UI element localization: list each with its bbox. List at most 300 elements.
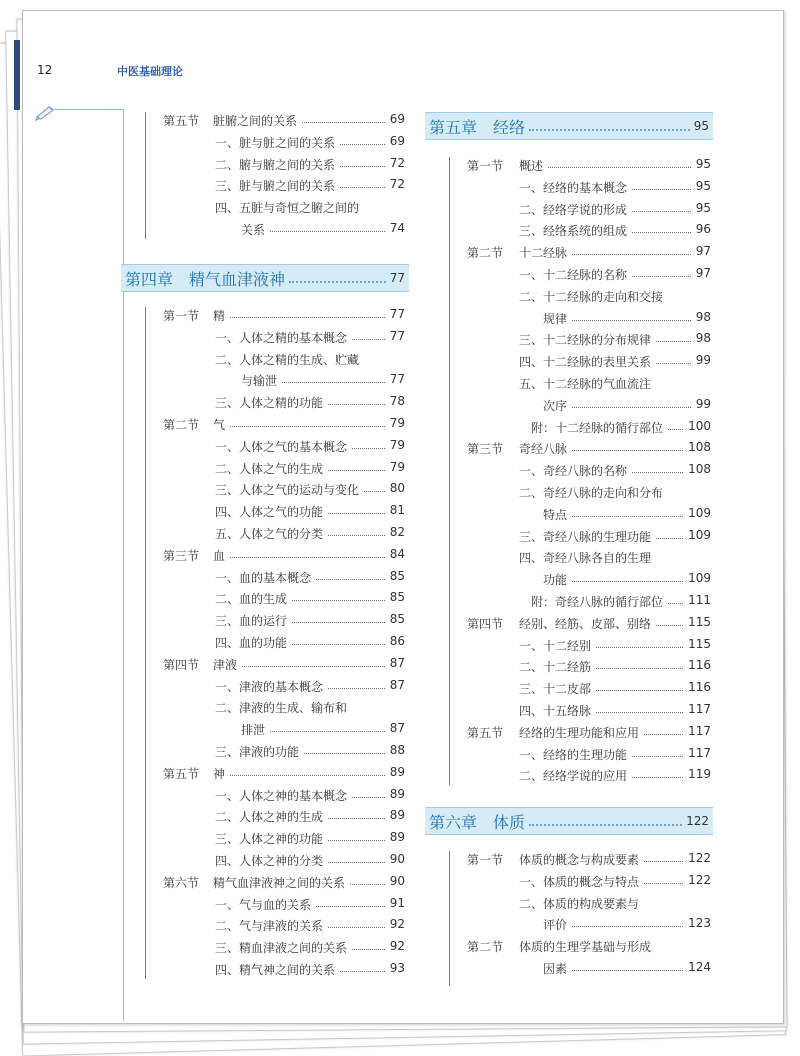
dot-leader <box>656 331 691 342</box>
dot-leader <box>328 525 385 536</box>
entry-page-number: 97 <box>695 244 711 259</box>
entry-title: 三、人体之神的功能 <box>215 832 324 847</box>
entry-page-number: 123 <box>688 916 711 931</box>
dot-leader <box>328 394 385 405</box>
entry-title: 关系 <box>241 223 266 237</box>
entry-line <box>215 134 405 151</box>
entry-line <box>519 201 711 218</box>
entry-title: 精气血津液神之间的关系 <box>213 875 346 890</box>
entry-page-number: 109 <box>688 527 711 542</box>
toc-subentry <box>163 699 405 719</box>
dot-leader <box>572 506 683 517</box>
entry-line <box>213 307 405 324</box>
entry-title: 血 <box>213 548 226 563</box>
dot-leader <box>340 156 385 167</box>
dot-leader <box>632 179 691 190</box>
dot-leader <box>656 528 683 539</box>
toc-subentry <box>163 351 405 371</box>
dot-leader <box>340 134 385 145</box>
dot-leader <box>302 112 385 123</box>
dot-leader <box>328 503 385 514</box>
entry-line <box>215 481 405 498</box>
dot-leader <box>270 221 385 232</box>
entry-title: 经别、经筋、皮部、别络 <box>519 616 652 631</box>
entry-title: 二、人体之精的生成、贮藏 <box>215 352 360 367</box>
toc-subentry <box>467 462 711 482</box>
entry-page-number: 122 <box>688 872 711 887</box>
toc-subentry <box>467 637 711 657</box>
entry-title: 一、津液的基本概念 <box>215 679 324 694</box>
dot-leader <box>656 615 683 626</box>
entry-page-number: 87 <box>389 721 405 736</box>
entry-title: 十二经脉 <box>519 246 568 261</box>
entry-title: 三、奇经八脉的生理功能 <box>519 529 652 544</box>
entry-title: 二、人体之气的生成 <box>215 461 324 476</box>
entry-page-number: 89 <box>389 808 405 823</box>
chapter-title: 第四章 精气血津液神 <box>125 269 286 289</box>
toc-subentry <box>467 658 711 678</box>
entry-page-number: 88 <box>389 743 405 757</box>
toc-subentry <box>467 767 711 787</box>
entry-page-number: 87 <box>389 677 405 692</box>
entry-title: 四、血的功能 <box>215 636 288 650</box>
pen-icon <box>35 103 59 121</box>
dot-leader <box>632 201 691 212</box>
dot-leader <box>572 244 691 255</box>
dot-leader <box>572 960 683 971</box>
entry-line <box>215 939 405 956</box>
dot-leader <box>304 743 385 754</box>
entry-title: 附：奇经八脉的循行部位 <box>531 595 664 609</box>
toc-subentry <box>163 221 405 241</box>
entry-page-number: 99 <box>695 353 711 368</box>
dot-leader <box>292 634 385 645</box>
section-number: 第三节 <box>467 442 504 457</box>
toc-subentry <box>467 266 711 286</box>
dot-leader <box>282 372 385 383</box>
entry-page-number: 98 <box>695 331 711 346</box>
entry-page-number: 78 <box>389 394 405 409</box>
toc-subentry <box>467 895 711 915</box>
entry-line <box>215 156 405 173</box>
entry-line <box>241 372 405 389</box>
dot-leader <box>328 678 385 689</box>
entry-title: 二、经络学说的形成 <box>519 202 628 217</box>
toc-page <box>22 10 784 1024</box>
toc-subentry <box>467 331 711 351</box>
entry-title: 神 <box>213 766 226 781</box>
entry-title: 特点 <box>543 507 568 522</box>
entry-line <box>519 938 711 955</box>
dot-leader <box>340 961 385 972</box>
toc-subentry <box>163 808 405 828</box>
entry-line <box>215 177 405 194</box>
entry-title: 脏腑之间的关系 <box>213 114 298 128</box>
entry-line <box>519 680 711 697</box>
entry-page-number: 115 <box>688 614 711 629</box>
entry-line <box>519 637 711 654</box>
entry-page-number: 69 <box>389 112 405 126</box>
section-bracket-line <box>145 307 146 979</box>
toc-subentry <box>163 721 405 741</box>
entry-page-number: 100 <box>688 418 711 433</box>
toc-subentry <box>467 746 711 766</box>
entry-page-number: 77 <box>389 307 405 321</box>
dot-leader <box>230 547 385 558</box>
entry-line <box>215 394 405 411</box>
entry-line <box>215 787 405 804</box>
chapter-title: 第六章 体质 <box>429 812 526 832</box>
chapter-heading <box>121 264 409 292</box>
entry-title: 一、气与血的关系 <box>215 897 312 912</box>
toc-subentry <box>163 961 405 981</box>
dot-leader <box>352 329 385 340</box>
entry-line <box>519 851 711 868</box>
entry-line <box>543 960 711 977</box>
toc-subentry <box>467 397 711 417</box>
entry-title: 附：十二经脉的循行部位 <box>531 420 664 435</box>
entry-title: 功能 <box>543 573 568 588</box>
toc-section-entry <box>163 416 405 436</box>
chapter-heading <box>425 807 713 835</box>
toc-subentry <box>467 288 711 308</box>
entry-line <box>213 416 405 433</box>
entry-page-number: 85 <box>389 612 405 627</box>
entry-page-number: 109 <box>688 571 711 586</box>
entry-title: 一、十二经别 <box>519 638 592 653</box>
entry-line <box>531 593 711 610</box>
entry-title: 二、血的生成 <box>215 592 288 607</box>
entry-title: 四、精气神之间的关系 <box>215 963 336 977</box>
entry-title: 一、人体之精的基本概念 <box>215 330 348 345</box>
entry-page-number: 82 <box>389 525 405 539</box>
entry-line <box>215 808 405 825</box>
toc-section-entry <box>467 724 711 744</box>
toc-subentry <box>163 177 405 197</box>
entry-page-number: 84 <box>389 546 405 561</box>
entry-title: 体质的概念与构成要素 <box>519 853 640 867</box>
toc-subentry <box>467 873 711 893</box>
dot-leader <box>292 612 385 623</box>
toc-section-entry <box>163 656 405 676</box>
toc-subentry <box>163 896 405 916</box>
entry-page-number: 87 <box>389 655 405 670</box>
toc-subentry <box>163 787 405 807</box>
entry-title: 三、精血津液之间的关系 <box>215 941 348 956</box>
toc-subentry <box>163 917 405 937</box>
entry-line <box>543 506 711 523</box>
entry-line <box>519 244 711 261</box>
toc-subentry <box>467 680 711 700</box>
toc-section-entry <box>467 244 711 264</box>
entry-page-number: 117 <box>688 702 711 716</box>
entry-title: 规律 <box>543 311 568 326</box>
running-header-title: 中医基础理论 <box>117 65 183 78</box>
toc-section-entry <box>163 307 405 327</box>
toc-section-entry <box>163 547 405 567</box>
toc-subentry <box>163 503 405 523</box>
entry-title: 次序 <box>543 398 568 413</box>
entry-page-number: 95 <box>695 178 711 193</box>
entry-line <box>215 830 405 847</box>
entry-page-number: 74 <box>389 221 405 235</box>
section-number: 第二节 <box>467 246 504 261</box>
entry-page-number: 95 <box>695 200 711 215</box>
entry-page-number: 89 <box>389 764 405 779</box>
entry-page-number: 90 <box>389 852 405 866</box>
entry-title: 一、脏与脏之间的关系 <box>215 135 336 150</box>
entry-title: 一、人体之气的基本概念 <box>215 439 348 454</box>
entry-title: 三、人体之精的功能 <box>215 396 324 411</box>
dot-leader <box>632 266 691 277</box>
toc-subentry <box>163 590 405 610</box>
toc-subentry <box>467 528 711 548</box>
toc-subentry <box>467 419 711 439</box>
toc-subentry <box>467 960 711 980</box>
entry-page-number: 124 <box>688 960 711 974</box>
entry-title: 精 <box>213 309 226 323</box>
toc-subentry <box>467 702 711 722</box>
entry-title: 三、十二经脉的分布规律 <box>519 333 652 348</box>
toc-subentry <box>163 438 405 458</box>
toc-subentry <box>163 612 405 632</box>
toc-subentry <box>163 460 405 480</box>
entry-line <box>213 874 405 891</box>
entry-title: 三、人体之气的运动与变化 <box>215 483 360 498</box>
entry-line <box>519 702 711 719</box>
entry-line <box>531 419 711 436</box>
dot-leader <box>632 462 683 473</box>
toc-subentry <box>163 134 405 154</box>
entry-page-number: 89 <box>389 830 405 845</box>
toc-subentry <box>163 634 405 654</box>
entry-page-number: 111 <box>688 593 711 607</box>
chapter-page-number: 95 <box>693 119 709 133</box>
entry-page-number: 95 <box>695 157 711 171</box>
entry-line <box>519 222 711 239</box>
entry-line <box>519 724 711 741</box>
toc-subentry <box>467 916 711 936</box>
entry-line <box>543 571 711 588</box>
section-number: 第四节 <box>467 616 504 631</box>
entry-title: 四、人体之神的分类 <box>215 854 324 868</box>
toc-subentry <box>467 571 711 591</box>
dot-leader <box>644 851 683 862</box>
entry-page-number: 93 <box>389 961 405 975</box>
entry-line <box>519 375 711 392</box>
dot-leader <box>572 571 683 582</box>
chapter-title: 第五章 经络 <box>429 117 526 137</box>
toc-subentry <box>163 156 405 176</box>
entry-page-number: 91 <box>389 895 405 910</box>
entry-page-number: 72 <box>389 155 405 170</box>
entry-title: 二、十二经脉的走向和交接 <box>519 289 664 304</box>
toc-subentry <box>467 201 711 221</box>
section-bracket-line <box>145 112 146 239</box>
toc-subentry <box>163 569 405 589</box>
entry-title: 津液 <box>213 657 238 672</box>
entry-line <box>519 440 711 457</box>
dot-leader <box>529 129 690 131</box>
entry-line <box>519 484 711 501</box>
entry-page-number: 92 <box>389 939 405 954</box>
entry-line <box>519 179 711 196</box>
dot-leader <box>350 874 385 885</box>
dot-leader <box>328 852 385 863</box>
entry-page-number: 119 <box>688 767 711 782</box>
entry-line <box>215 743 405 760</box>
entry-page-number: 77 <box>389 328 405 343</box>
entry-page-number: 117 <box>688 723 711 738</box>
section-number: 第六节 <box>163 875 200 890</box>
entry-page-number: 98 <box>695 309 711 324</box>
entry-title: 概述 <box>519 159 544 173</box>
dot-leader <box>529 824 682 826</box>
toc-subentry <box>467 375 711 395</box>
entry-line <box>215 852 405 869</box>
toc-section-entry <box>467 157 711 177</box>
entry-line <box>519 746 711 763</box>
entry-title: 二、人体之神的生成 <box>215 810 324 825</box>
dot-leader <box>644 724 683 735</box>
toc-subentry <box>467 593 711 613</box>
page-edge-color-mark <box>14 40 20 110</box>
entry-title: 二、腑与腑之间的关系 <box>215 157 336 172</box>
entry-title: 一、十二经脉的名称 <box>519 268 628 282</box>
section-number: 第二节 <box>163 418 200 432</box>
entry-title: 三、脏与腑之间的关系 <box>215 179 336 194</box>
entry-page-number: 122 <box>688 851 711 865</box>
entry-title: 一、经络的基本概念 <box>519 180 628 195</box>
toc-subentry <box>467 484 711 504</box>
entry-line <box>241 721 405 738</box>
entry-line <box>215 329 405 346</box>
entry-title: 一、体质的概念与特点 <box>519 874 640 889</box>
entry-title: 四、人体之气的功能 <box>215 505 324 520</box>
dot-leader <box>572 310 691 321</box>
entry-line <box>543 916 711 933</box>
entry-line <box>215 199 405 216</box>
toc-section-entry <box>467 440 711 460</box>
dot-leader <box>596 637 683 648</box>
toc-subentry <box>163 852 405 872</box>
page-number: 12 <box>37 63 53 77</box>
dot-leader <box>328 808 385 819</box>
dot-leader <box>328 460 385 471</box>
entry-line <box>519 157 711 174</box>
entry-page-number: 108 <box>688 440 711 455</box>
toc-subentry <box>163 372 405 392</box>
entry-page-number: 117 <box>688 745 711 760</box>
entry-title: 三、血的运行 <box>215 614 288 629</box>
entry-page-number: 116 <box>688 680 711 695</box>
entry-page-number: 90 <box>389 873 405 888</box>
entry-page-number: 81 <box>389 503 405 518</box>
entry-title: 经络的生理功能和应用 <box>519 725 640 740</box>
dot-leader <box>289 281 386 283</box>
dot-leader <box>644 873 683 884</box>
entry-title: 一、人体之神的基本概念 <box>215 788 348 803</box>
toc-subentry <box>467 549 711 569</box>
entry-line <box>519 266 711 283</box>
toc-subentry <box>163 743 405 763</box>
entry-title: 排泄 <box>241 723 266 738</box>
dot-leader <box>364 481 385 492</box>
chapter-page-number: 77 <box>389 271 405 285</box>
section-number: 第二节 <box>467 940 504 955</box>
section-number: 第五节 <box>163 114 200 128</box>
entry-title: 体质的生理学基础与形成 <box>519 940 652 955</box>
entry-title: 四、五脏与奇恒之腑之间的 <box>215 201 360 216</box>
entry-line <box>215 460 405 477</box>
decorative-rule <box>51 109 123 110</box>
toc-subentry <box>163 329 405 349</box>
section-number: 第四节 <box>163 657 200 672</box>
dot-leader <box>632 222 691 233</box>
dot-leader <box>656 353 691 364</box>
dot-leader <box>340 177 385 188</box>
toc-subentry <box>163 830 405 850</box>
entry-line <box>215 438 405 455</box>
dot-leader <box>632 767 683 778</box>
dot-leader <box>572 440 683 451</box>
dot-leader <box>270 721 385 732</box>
dot-leader <box>572 916 683 927</box>
entry-title: 三、津液的功能 <box>215 745 300 759</box>
entry-line <box>519 288 711 305</box>
entry-title: 五、人体之气的分类 <box>215 527 324 541</box>
dot-leader <box>572 397 691 408</box>
entry-title: 与输泄 <box>241 374 278 389</box>
toc-subentry <box>163 678 405 698</box>
entry-line <box>215 503 405 520</box>
entry-line <box>519 331 711 348</box>
toc-section-entry <box>467 615 711 635</box>
entry-title: 评价 <box>543 918 568 933</box>
entry-page-number: 80 <box>389 481 405 496</box>
entry-line <box>215 590 405 607</box>
entry-line <box>215 525 405 542</box>
dot-leader <box>292 590 385 601</box>
toc-section-entry <box>467 938 711 958</box>
entry-page-number: 79 <box>389 416 405 430</box>
entry-page-number: 97 <box>695 266 711 280</box>
entry-line <box>213 112 405 129</box>
entry-title: 二、津液的生成、输布和 <box>215 701 348 716</box>
entry-page-number: 96 <box>695 222 711 237</box>
entry-page-number: 79 <box>389 459 405 474</box>
entry-page-number: 85 <box>389 590 405 605</box>
section-number: 第三节 <box>163 548 200 563</box>
entry-line <box>215 569 405 586</box>
toc-subentry <box>163 481 405 501</box>
dot-leader <box>316 896 385 907</box>
entry-title: 四、奇经八脉各自的生理 <box>519 551 652 566</box>
dot-leader <box>352 939 385 950</box>
entry-page-number: 92 <box>389 917 405 932</box>
decorative-rule <box>123 109 124 1021</box>
toc-subentry <box>467 310 711 330</box>
entry-line <box>215 699 405 716</box>
entry-title: 二、十二经筋 <box>519 660 592 675</box>
entry-title: 二、经络学说的应用 <box>519 769 628 784</box>
toc-section-entry <box>163 874 405 894</box>
entry-line <box>215 917 405 934</box>
entry-line <box>519 658 711 675</box>
entry-line <box>519 873 711 890</box>
entry-line <box>519 895 711 912</box>
entry-line <box>215 961 405 978</box>
